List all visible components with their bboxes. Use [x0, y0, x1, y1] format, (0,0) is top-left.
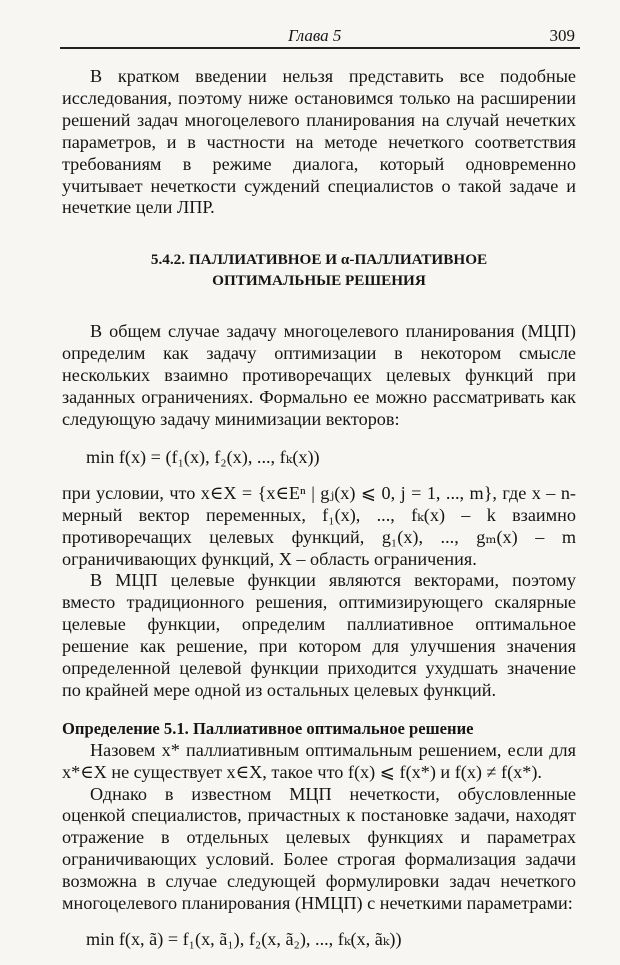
section-title-line2: ОПТИМАЛЬНЫЕ РЕШЕНИЯ	[212, 272, 426, 290]
section-title	[62, 249, 576, 291]
definition-paragraph: Назовем x* паллиативным оптимальным решением, если для x*∈X не существует x∈X, такое что f(x) ⩽ f(x*) и f(x) ≠ f(x*).	[62, 739, 576, 782]
vector-paragraph: В МЦП целевые функции являются векторами, поэтому вместо традиционного решения, оптимизирующего скалярные целевые функции, определим паллиативное оптимальное решение как решение, при котором для улучшения значения определенной целевой функции приходится ухудшать значение по крайней мере одной из остальных целевых функций.	[62, 570, 576, 700]
header-rule	[60, 47, 580, 49]
section-title-line1: 5.4.2. ПАЛЛИАТИВНОЕ И α-ПАЛЛИАТИВНОЕ	[150, 251, 488, 269]
formula-min-vector: min f(x) = (f₁(x), f₂(x), ..., fₖ(x))	[86, 446, 320, 467]
definition-title: Определение 5.1. Паллиативное оптимальное решение	[62, 718, 474, 738]
intro-paragraph: В кратком введении нельзя представить все подобные исследования, поэтому ниже остановимся только на расширении решений задач многоцелевого планирования на случай нечетких параметров, и в частности на методе нечеткого соответствия требованиям в режиме диалога, который одновременно учитывает нечеткости суждений специалистов о такой задаче и нечеткие цели ЛПР.	[62, 66, 576, 218]
chapter-label: Глава 5	[288, 26, 342, 45]
page-body	[62, 66, 576, 951]
general-paragraph: В общем случае задачу многоцелевого планирования (МЦП) определим как задачу оптимизации в некотором смысле нескольких взаимно противоречащих целевых функций при заданных ограничениях. Формально ее можно рассматривать как следующую задачу минимизации векторов:	[62, 321, 576, 429]
fuzzy-paragraph: Однако в известном МЦП нечеткости, обусловленные оценкой специалистов, причастных к постановке задачи, находят отражение в отдельных целевых функциях и параметрах ограничивающих условий. Более строгая формализация задачи возможна в случае следующей формулировки задач нечеткого многоцелевого планирования (НМЦП) с нечеткими параметрами:	[62, 783, 576, 914]
page-number: 309	[549, 26, 575, 45]
condition-paragraph: при условии, что x∈X = {x∈Eⁿ | gⱼ(x) ⩽ 0, j = 1, ..., m}, где x – n-мерный вектор переменных, f₁(x), ..., fₖ(x) – k взаимно противоречащих целевых функций, g₁(x), ..., gₘ(x) – m ограничивающих функций, X – область ограничения.	[62, 482, 576, 569]
formula-min-fuzzy: min f(x, ã) = f₁(x, ã₁), f₂(x, ã₂), ..., fₖ(x, ãₖ))	[86, 929, 402, 949]
